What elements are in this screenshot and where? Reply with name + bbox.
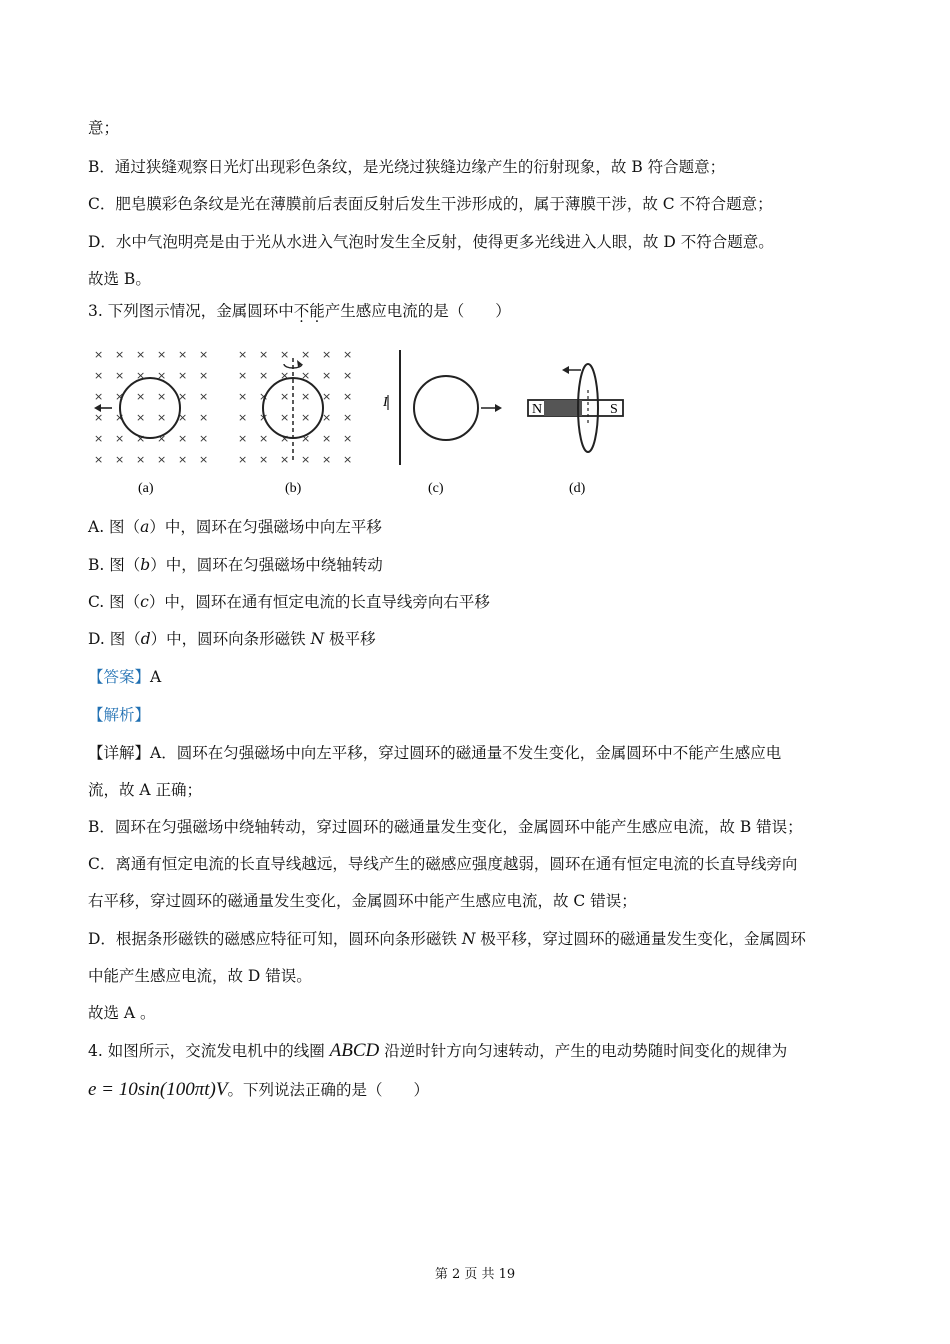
option-text: ）中，圆环在匀强磁场中向左平移 [149, 518, 382, 536]
explain-line: 中能产生感应电流，故 D 错误。 [88, 967, 312, 985]
field-cross-icon: × [259, 453, 269, 466]
field-cross-icon: × [301, 411, 311, 424]
explain-line: C．离通有恒定电流的长直导线越远，导线产生的磁感应强度越弱，圆环在通有恒定电流的长直导线旁向 [88, 855, 798, 873]
field-cross-icon: × [343, 348, 353, 361]
field-cross-icon: × [259, 348, 269, 361]
magnet-shaded-part [544, 400, 582, 416]
explain-tag: 【详解】 [88, 744, 151, 762]
field-cross-icon: × [157, 453, 167, 466]
field-cross-icon: × [259, 432, 269, 445]
field-cross-icon: × [115, 432, 125, 445]
field-cross-icon: × [343, 411, 353, 424]
field-cross-icon: × [115, 390, 125, 403]
field-cross-icon: × [322, 453, 332, 466]
field-cross-icon: × [94, 390, 104, 403]
field-cross-icon: × [238, 369, 248, 382]
arrow-right-icon-head [495, 404, 502, 412]
field-cross-icon: × [238, 432, 248, 445]
magnet-s-label: S [610, 402, 618, 417]
answer-line [88, 667, 161, 687]
field-cross-icon: × [280, 348, 290, 361]
figure-label-a: (a) [138, 481, 154, 496]
field-cross-icon: × [178, 348, 188, 361]
explain-text: D．根据条形磁铁的磁感应特征可知，圆环向条形磁铁 [88, 930, 462, 948]
field-cross-icon: × [322, 432, 332, 445]
question-3-prefix: 3. 下列图示情况，金属圆环中 [88, 302, 294, 320]
ring-c [414, 376, 478, 440]
field-cross-icon: × [343, 390, 353, 403]
ring-a [120, 378, 180, 438]
option-c [88, 592, 490, 612]
magnetic-field-crosses-b [238, 348, 352, 466]
magnetic-field-crosses-a [94, 348, 208, 466]
explain-line: B．圆环在匀强磁场中绕轴转动，穿过圆环的磁通量发生变化，金属圆环中能产生感应电流，故 B 错误； [88, 818, 803, 836]
option-text: 极平移 [324, 630, 376, 648]
current-label: I [383, 395, 388, 410]
field-cross-icon: × [115, 348, 125, 361]
field-cross-icon: × [238, 453, 248, 466]
field-cross-icon: × [136, 348, 146, 361]
field-cross-icon: × [301, 432, 311, 445]
field-cross-icon: × [157, 411, 167, 424]
field-cross-icon: × [322, 390, 332, 403]
explain-line: 流，故 A 正确； [88, 781, 203, 799]
field-cross-icon: × [178, 369, 188, 382]
field-cross-icon: × [280, 453, 290, 466]
field-cross-icon: × [94, 453, 104, 466]
figure-label-c: (c) [428, 481, 444, 496]
field-cross-icon: × [238, 411, 248, 424]
field-cross-icon: × [94, 432, 104, 445]
field-cross-icon: × [115, 411, 125, 424]
field-cross-icon: × [157, 432, 167, 445]
field-cross-icon: × [322, 411, 332, 424]
figure-label-b: (b) [285, 481, 302, 496]
field-cross-icon: × [343, 453, 353, 466]
field-cross-icon: × [136, 432, 146, 445]
field-cross-icon: × [199, 369, 209, 382]
option-text: ）中，圆环在匀强磁场中绕轴转动 [150, 556, 383, 574]
question-3 [88, 301, 511, 321]
field-cross-icon: × [136, 453, 146, 466]
explain-text: A．圆环在匀强磁场中向左平移，穿过圆环的磁通量不发生变化，金属圆环中不能产生感应电 [150, 744, 782, 762]
option-text: C. 图（ [88, 593, 141, 611]
field-cross-icon: × [115, 369, 125, 382]
option-b [88, 555, 383, 575]
field-cross-icon: × [259, 369, 269, 382]
field-cross-icon: × [280, 432, 290, 445]
field-cross-icon: × [301, 453, 311, 466]
option-text: A. 图（ [88, 518, 141, 536]
option-var: a [140, 518, 150, 536]
field-cross-icon: × [136, 411, 146, 424]
field-cross-icon: × [199, 453, 209, 466]
option-d [88, 629, 376, 649]
field-cross-icon: × [322, 369, 332, 382]
field-cross-icon: × [280, 369, 290, 382]
emf-formula: e = 10sin(100πt)V [88, 1079, 228, 1100]
option-var: b [140, 556, 151, 574]
question-4-line2 [88, 1080, 429, 1100]
text-line: C．肥皂膜彩色条纹是光在薄膜前后表面反射后发生干涉形成的，属于薄膜干涉，故 C 不符合题意； [88, 195, 773, 213]
explain-var: N [461, 930, 476, 948]
explain-line [88, 929, 806, 949]
question-3-figure [88, 340, 628, 500]
option-text: ）中，圆环向条形磁铁 [150, 630, 311, 648]
question-3-suffix: 产生感应电流的是（ ） [324, 302, 511, 320]
field-cross-icon: × [238, 348, 248, 361]
field-cross-icon: × [115, 453, 125, 466]
field-cross-icon: × [199, 348, 209, 361]
field-cross-icon: × [178, 411, 188, 424]
analysis-tag: 【解析】 [88, 706, 151, 724]
field-cross-icon: × [259, 411, 269, 424]
field-cross-icon: × [94, 411, 104, 424]
option-var: d [140, 630, 151, 648]
option-text: ）中，圆环在通有恒定电流的长直导线旁向右平移 [148, 593, 490, 611]
field-cross-icon: × [157, 390, 167, 403]
page-footer: 第 2 页 共 19 [434, 1267, 516, 1282]
option-a [88, 517, 382, 537]
field-cross-icon: × [94, 369, 104, 382]
field-cross-icon: × [178, 390, 188, 403]
explain-text: 极平移，穿过圆环的磁通量发生变化，金属圆环 [475, 930, 806, 948]
magnet-n-label: N [532, 402, 543, 417]
field-cross-icon: × [343, 369, 353, 382]
answer-value: A [150, 668, 162, 686]
figure-label-d: (d) [569, 481, 586, 496]
explain-line [88, 743, 781, 763]
field-cross-icon: × [157, 369, 167, 382]
emphasis-char: 能 [309, 302, 325, 320]
option-text: D. 图（ [88, 630, 141, 648]
option-var: c [140, 593, 149, 611]
field-cross-icon: × [280, 411, 290, 424]
field-cross-icon: × [199, 411, 209, 424]
field-cross-icon: × [136, 390, 146, 403]
field-cross-icon: × [259, 390, 269, 403]
option-var: N [310, 630, 325, 648]
field-cross-icon: × [280, 390, 290, 403]
field-cross-icon: × [178, 432, 188, 445]
question-text: 。下列说法正确的是（ ） [227, 1081, 430, 1099]
explain-line: 故选 A 。 [88, 1004, 156, 1022]
field-cross-icon: × [199, 432, 209, 445]
field-cross-icon: × [157, 348, 167, 361]
coil-label: ABCD [329, 1040, 380, 1061]
explain-line: 右平移，穿过圆环的磁通量发生变化，金属圆环中能产生感应电流，故 C 错误； [88, 892, 637, 910]
question-text: 沿逆时针方向匀速转动，产生的电动势随时间变化的规律为 [379, 1042, 788, 1060]
text-line: D．水中气泡明亮是由于光从水进入气泡时发生全反射，使得更多光线进入人眼，故 D 不符合题意。 [88, 233, 774, 251]
field-cross-icon: × [178, 453, 188, 466]
text-line: B．通过狭缝观察日光灯出现彩色条纹，是光绕过狭缝边缘产生的衍射现象，故 B 符合题意； [88, 158, 726, 176]
field-cross-icon: × [199, 390, 209, 403]
option-text: B. 图（ [88, 556, 141, 574]
question-text: 4. 如图所示，交流发电机中的线圈 [88, 1042, 330, 1060]
question-4 [88, 1041, 787, 1061]
field-cross-icon: × [322, 348, 332, 361]
field-cross-icon: × [301, 369, 311, 382]
field-cross-icon: × [136, 369, 146, 382]
answer-tag: 【答案】 [88, 668, 151, 686]
field-cross-icon: × [343, 432, 353, 445]
text-line: 意； [88, 119, 120, 137]
text-line: 故选 B。 [88, 270, 151, 288]
field-cross-icon: × [301, 390, 311, 403]
emphasis-char: 不 [293, 302, 310, 320]
field-cross-icon: × [238, 390, 248, 403]
field-cross-icon: × [94, 348, 104, 361]
field-cross-icon: × [301, 348, 311, 361]
